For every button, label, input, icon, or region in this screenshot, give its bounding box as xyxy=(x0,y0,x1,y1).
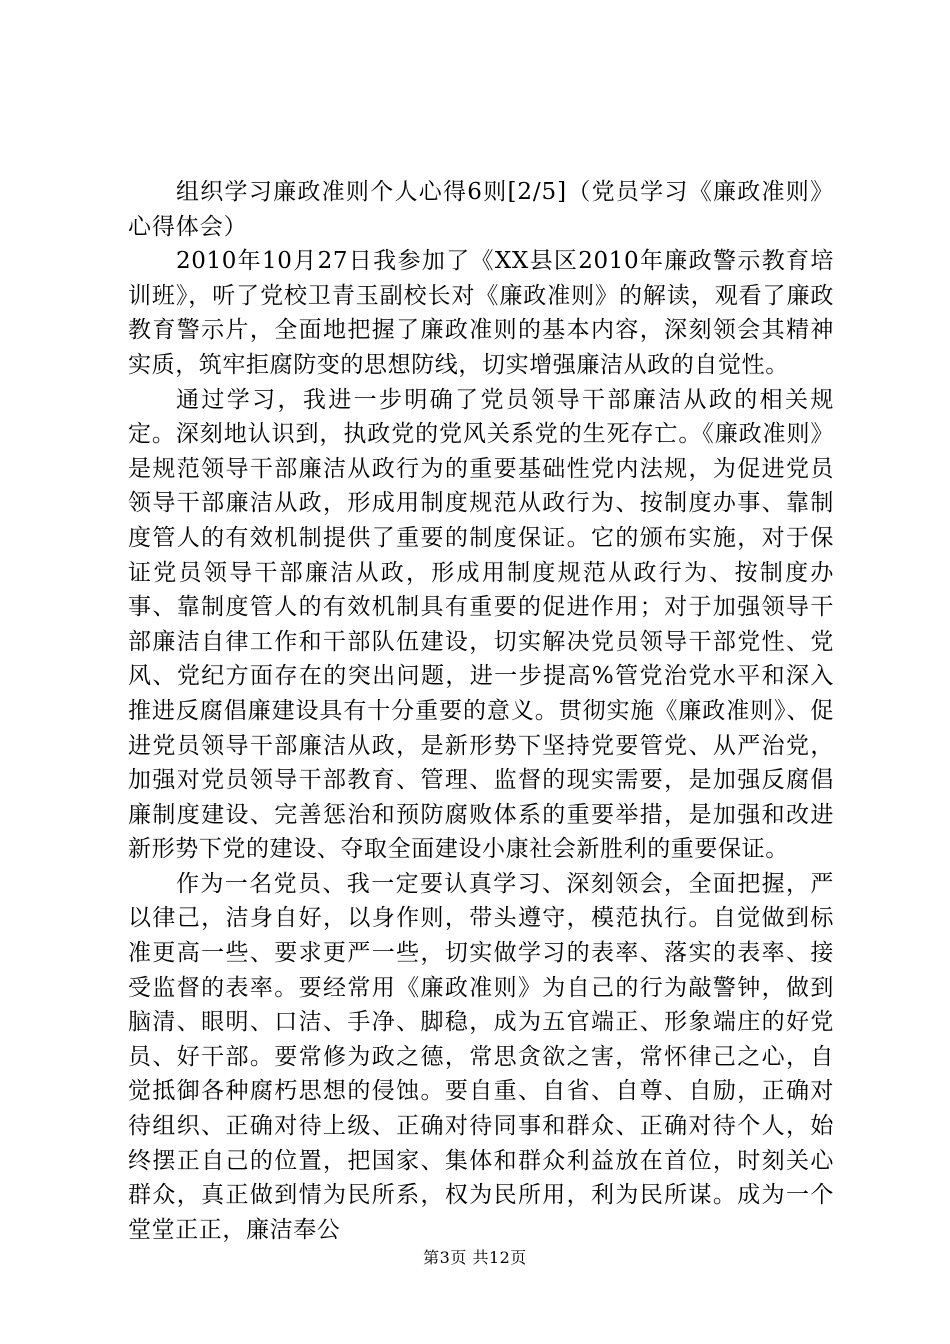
paragraph-3: 作为一名党员、我一定要认真学习、深刻领会，全面把握，严以律己，洁身自好，以身作则，带头遵守，模范执行。自觉做到标准更高一些、要求更严一些，切实做学习的表率、落实的表率、接受监督的表率。要经常用《廉政准则》为自己的行为敲警钟，做到脑清、眼明、口洁、手净、脚稳，成为五官端正、形象端庄的好党员、好干部。要常修为政之德，常思贪欲之害，常怀律己之心，自觉抵御各种腐朽思想的侵蚀。要自重、自省、自尊、自励，正确对待组织、正确对待上级、正确对待同事和群众、正确对待个人，始终摆正自己的位置，把国家、集体和群众利益放在首位，时刻关心群众，真正做到情为民所系，权为民所用，利为民所谋。成为一个堂堂正正，廉洁奉公 xyxy=(128,870,834,1243)
paragraph-1: 2010年10月27日我参加了《XX县区2010年廉政警示教育培训班》，听了党校卫青玉副校长对《廉政准则》的解读，观看了廉政教育警示片，全面地把握了廉政准则的基本内容，深刻领会其精神实质，筑牢拒腐防变的思想防线，切实增强廉洁从政的自觉性。 xyxy=(128,248,834,378)
document-title: 组织学习廉政准则个人心得6则[2/5]（党员学习《廉政准则》心得体会） xyxy=(128,179,834,240)
page-number-footer: 第3页 共12页 xyxy=(423,1248,527,1267)
document-body xyxy=(128,175,834,1247)
paragraph-2: 通过学习，我进一步明确了党员领导干部廉洁从政的相关规定。深刻地认识到，执政党的党风关系党的生死存亡。《廉政准则》是规范领导干部廉洁从政行为的重要基础性党内法规，为促进党员领导干部廉洁从政，形成用制度规范从政行为、按制度办事、靠制度管人的有效机制提供了重要的制度保证。它的颁布实施，对于保证党员领导干部廉洁从政，形成用制度规范从政行为、按制度办事、靠制度管人的有效机制具有重要的促进作用；对于加强领导干部廉洁自律工作和干部队伍建设，切实解决党员领导干部党性、党风、党纪方面存在的突出问题，进一步提高%管党治党水平和深入推进反腐倡廉建设具有十分重要的意义。贯彻实施《廉政准则》、促进党员领导干部廉洁从政，是新形势下坚持党要管党、从严治党，加强对党员领导干部教育、管理、监督的现实需要，是加强反腐倡廉制度建设、完善惩治和预防腐败体系的重要举措，是加强和改进新形势下党的建设、夺取全面建设小康社会新胜利的重要保证。 xyxy=(128,386,834,863)
